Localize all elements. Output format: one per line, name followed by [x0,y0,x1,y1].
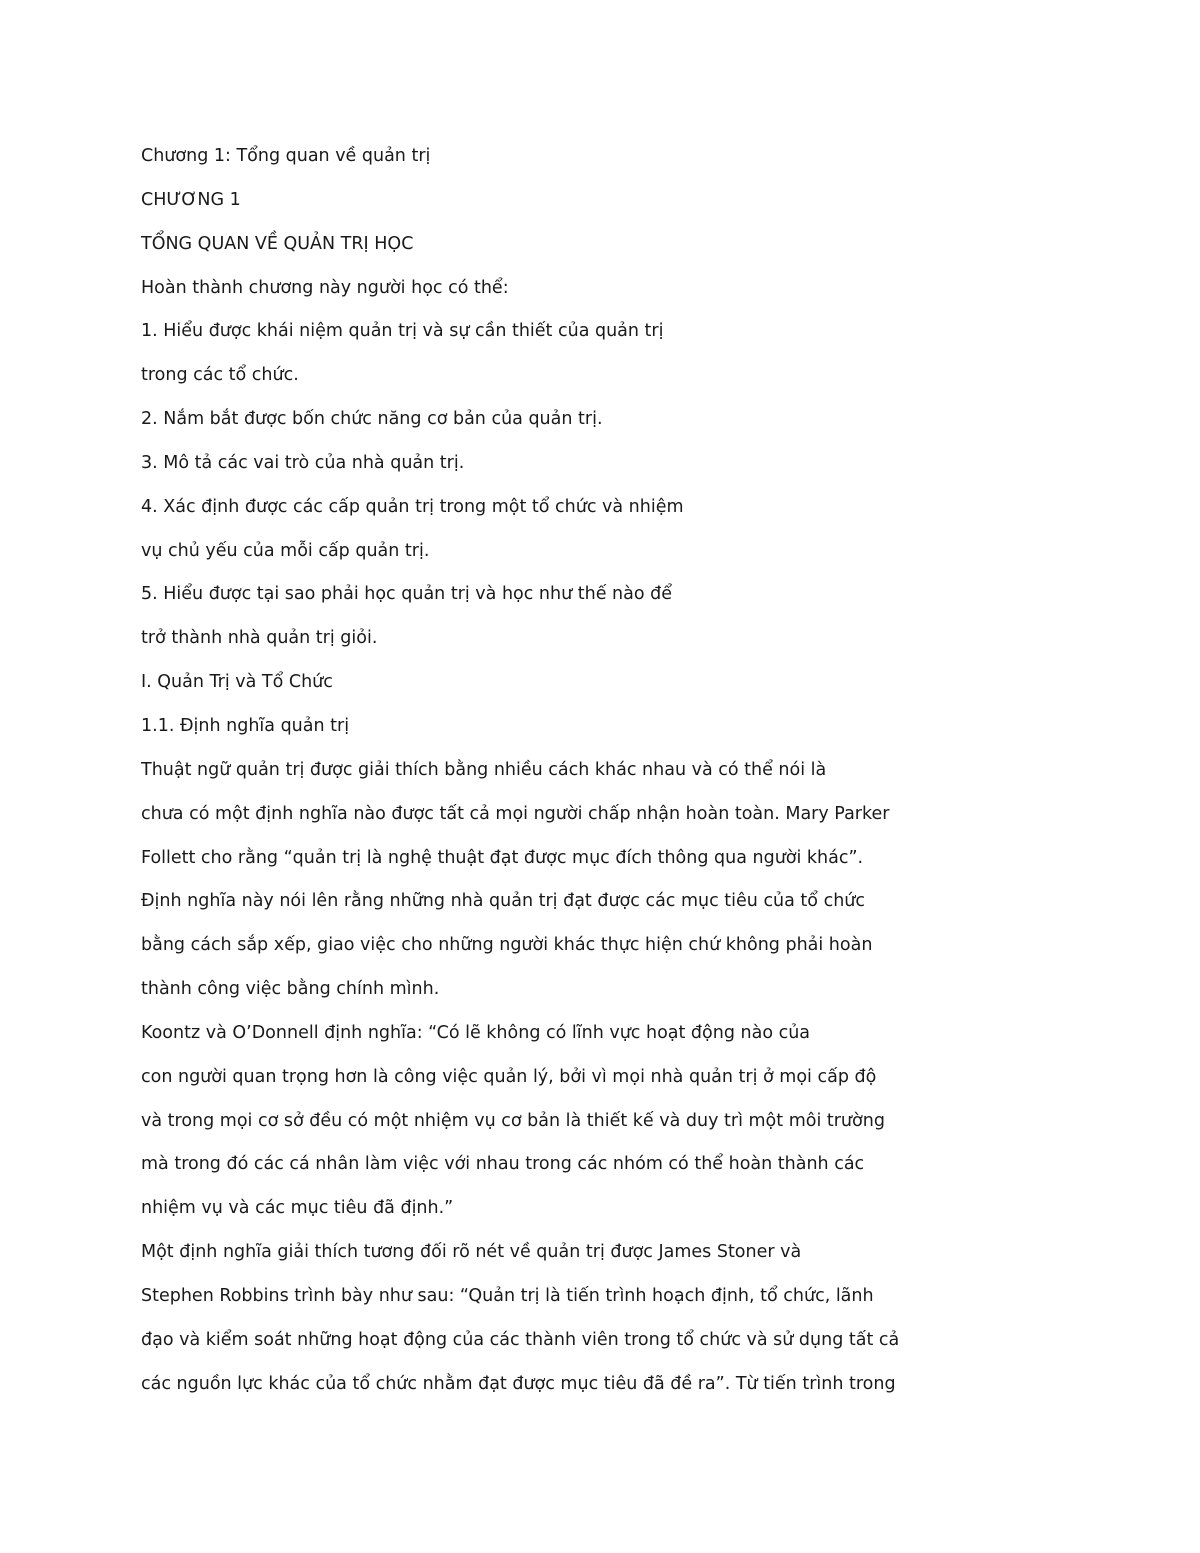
body-text-line: chưa có một định nghĩa nào được tất cả mọi người chấp nhận hoàn toàn. Mary Parker [141,803,890,824]
chapter-number: CHƯƠNG 1 [141,189,241,210]
objectives-intro: Hoàn thành chương này người học có thể: [141,277,509,298]
body-text-line: Stephen Robbins trình bày như sau: “Quản trị là tiến trình hoạch định, tổ chức, lãnh [141,1285,874,1306]
objective-line: trong các tổ chức. [141,365,299,386]
objective-line: 4. Xác định được các cấp quản trị trong một tổ chức và nhiệm [141,496,684,517]
subsection-heading: 1.1. Định nghĩa quản trị [141,715,350,736]
body-text-line: Định nghĩa này nói lên rằng những nhà quản trị đạt được các mục tiêu của tổ chức [141,891,865,912]
body-text-line: Một định nghĩa giải thích tương đối rõ nét về quản trị được James Stoner và [141,1242,802,1263]
body-text-line: mà trong đó các cá nhân làm việc với nhau trong các nhóm có thể hoàn thành các [141,1154,865,1175]
body-text-line: nhiệm vụ và các mục tiêu đã định.” [141,1198,454,1219]
body-text-line: Follett cho rằng “quản trị là nghệ thuật đạt được mục đích thông qua người khác”. [141,847,864,868]
objective-line: vụ chủ yếu của mỗi cấp quản trị. [141,540,430,561]
objective-line: 1. Hiểu được khái niệm quản trị và sự cần thiết của quản trị [141,321,664,342]
page-header-line: Chương 1: Tổng quan về quản trị [141,146,431,166]
body-text-line: bằng cách sắp xếp, giao việc cho những người khác thực hiện chứ không phải hoàn [141,935,873,956]
body-text-line: con người quan trọng hơn là công việc quản lý, bởi vì mọi nhà quản trị ở mọi cấp độ [141,1066,877,1087]
body-text-line: Koontz và O’Donnell định nghĩa: “Có lẽ không có lĩnh vực hoạt động nào của [141,1022,811,1043]
objective-line: 3. Mô tả các vai trò của nhà quản trị. [141,452,465,473]
body-text-line: thành công việc bằng chính mình. [141,979,440,1000]
objective-line: 5. Hiểu được tại sao phải học quản trị và học như thế nào để [141,584,673,605]
body-text-line: các nguồn lực khác của tổ chức nhằm đạt được mục tiêu đã đề ra”. Từ tiến trình trong [141,1373,896,1394]
document-body [141,141,1141,1412]
chapter-title: TỔNG QUAN VỀ QUẢN TRỊ HỌC [141,233,414,254]
body-text-line: Thuật ngữ quản trị được giải thích bằng nhiều cách khác nhau và có thể nói là [141,759,827,780]
objective-line: 2. Nắm bắt được bốn chức năng cơ bản của quản trị. [141,409,603,430]
body-text-line: đạo và kiểm soát những hoạt động của các thành viên trong tổ chức và sử dụng tất cả [141,1329,900,1350]
objective-line: trở thành nhà quản trị giỏi. [141,628,378,649]
section-heading: I. Quản Trị và Tổ Chức [141,672,333,693]
body-text-line: và trong mọi cơ sở đều có một nhiệm vụ cơ bản là thiết kế và duy trì một môi trường [141,1110,885,1131]
